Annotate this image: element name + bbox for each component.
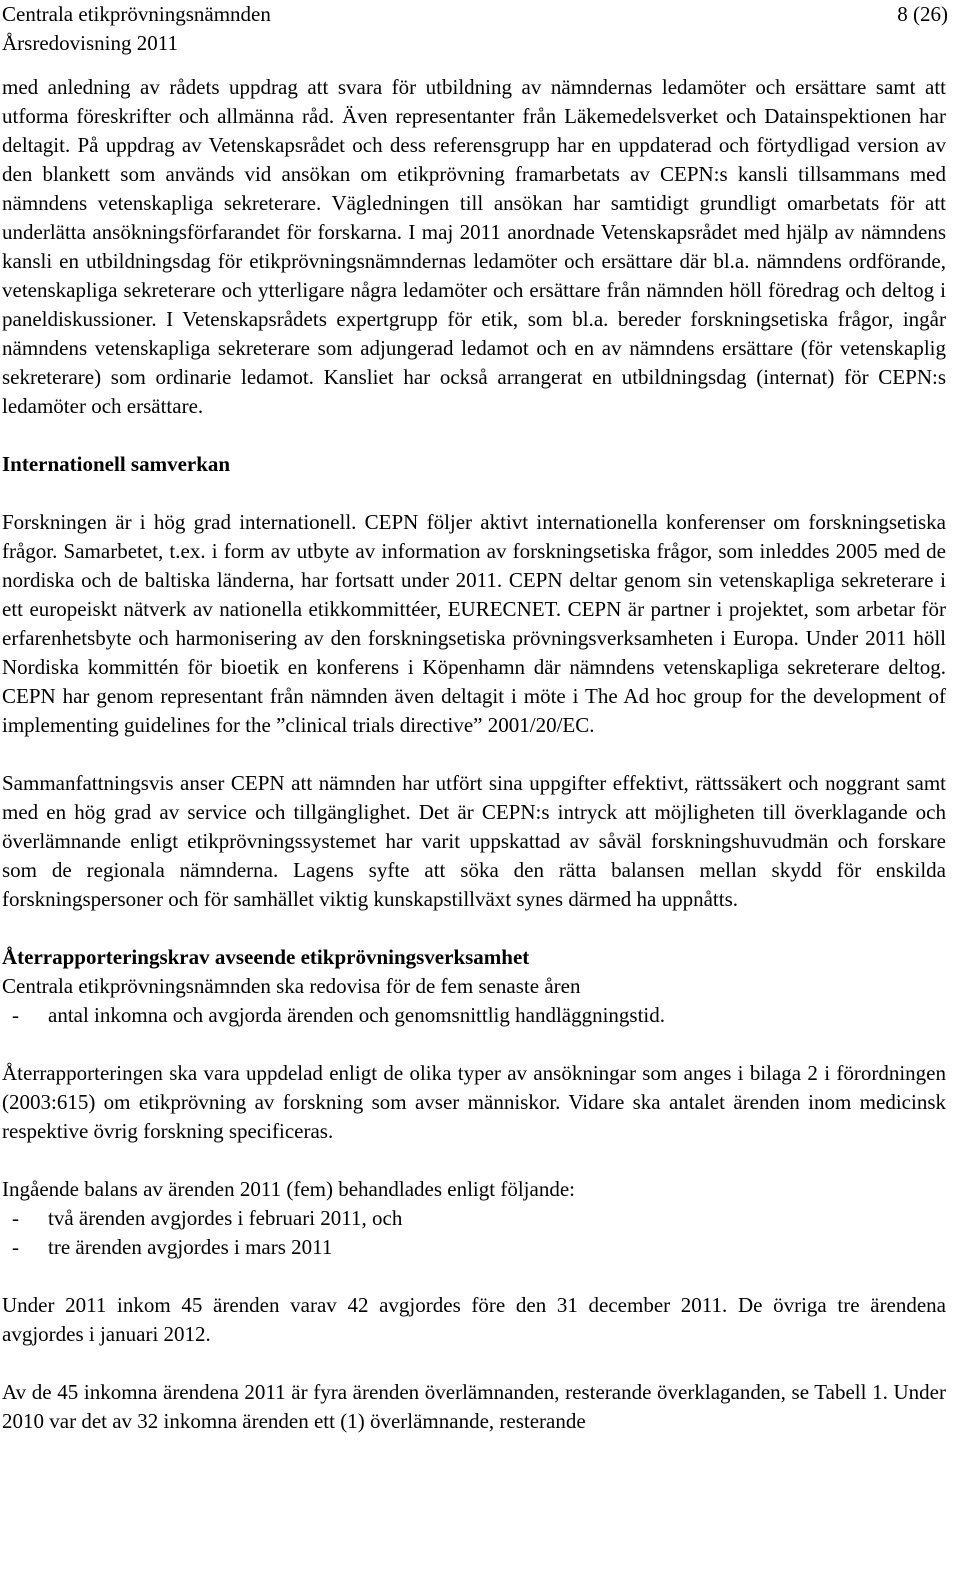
list-item-text: antal inkomna och avgjorda ärenden och genomsnittlig handläggningstid.	[48, 1003, 666, 1027]
list-dash: -	[12, 1206, 19, 1230]
document-body	[2, 73, 946, 1436]
list-dash: -	[12, 1235, 19, 1259]
paragraph-ingaende-balans: Ingående balans av ärenden 2011 (fem) behandlades enligt följande:	[2, 1177, 575, 1201]
list-item	[2, 1233, 946, 1262]
paragraph-overklaganden: Av de 45 inkomna ärendena 2011 är fyra ärenden överlämnanden, resterande överklaganden, se Tabell 1. Under 2010 var det av 32 inkomna ärenden ett (1) överlämnande, resterande	[2, 1380, 946, 1433]
list-item	[2, 1204, 946, 1233]
paragraph-redovisa: Centrala etikprövningsnämnden ska redovisa för de fem senaste åren	[2, 974, 581, 998]
list-item-text: tre ärenden avgjordes i mars 2011	[48, 1235, 333, 1259]
paragraph-aterrapporteringen: Återrapporteringen ska vara uppdelad enligt de olika typer av ansökningar som anges i bilaga 2 i förordningen (2003:615) om etikprövning av forskning som avser människor. Vidare ska antalet ärenden inom medicinsk respektive övrig forskning specificeras.	[2, 1061, 946, 1143]
paragraph-internationell: Forskningen är i hög grad internationell. CEPN följer aktivt internationella konferenser om forskningsetiska frågor. Samarbetet, t.ex. i form av utbyte av information av forskningsetiska frågor, som inleddes 2005 med de nordiska och de baltiska länderna, har fortsatt under 2011. CEPN deltar genom sin vetenskapliga sekreterare i ett europeiskt nätverk av nationella etikkommittéer, EURECNET. CEPN är partner i projektet, som arbetar för erfarenhetsbyte och harmonisering av den forskningsetiska prövningsverksamheten i Europa. Under 2011 höll Nordiska kommittén för bioetik en konferens i Köpenhamn där nämndens vetenskapliga sekreterare deltog. CEPN har genom representant från nämnden även deltagit i möte i The Ad hoc group for the development of implementing guidelines for the ”clinical trials directive” 2001/20/EC.	[2, 510, 946, 737]
paragraph-sammanfattning: Sammanfattningsvis anser CEPN att nämnden har utfört sina uppgifter effektivt, rättssäkert och noggrant samt med en hög grad av service och tillgänglighet. Det är CEPN:s intryck att möjligheten till överklagande och överlämnande enligt etikprövningssystemet har varit uppskattad av såväl forskningshuvudmän och forskare som de regionala nämnderna. Lagens syfte att söka den rätta balansen mellan skydd för enskilda forskningspersoner och för samhället viktig kunskapstillväxt synes därmed ha uppnåtts.	[2, 771, 946, 911]
heading-internationell-samverkan: Internationell samverkan	[2, 452, 231, 476]
list-dash: -	[12, 1003, 19, 1027]
header-page-number: 8 (26)	[897, 2, 948, 26]
paragraph-utbildning: med anledning av rådets uppdrag att svara för utbildning av nämndernas ledamöter och ersättare samt att utforma föreskrifter och allmänna råd. Även representanter från Läkemedelsverket och Datainspektionen har deltagit. På uppdrag av Vetenskapsrådet och dess referensgrupp har en uppdaterad och förtydligad version av den blankett som används vid ansökan om etikprövning framarbetats av CEPN:s kansli tillsammans med nämndens vetenskapliga sekreterare. Vägledningen till ansökan har samtidigt grundligt omarbetats för att underlätta ansökningsförfarandet för forskarna. I maj 2011 anordnade Vetenskapsrådet med hjälp av nämndens kansli en utbildningsdag för etikprövningsnämndernas ledamöter och ersättare där bl.a. nämndens ordförande, vetenskapliga sekreterare och ytterligare några ledamöter och ersättare från nämnden höll föredrag och deltog i paneldiskussioner. I Vetenskapsrådets expertgrupp för etik, som bl.a. bereder forskningsetiska frågor, ingår nämndens vetenskapliga sekreterare som adjungerad ledamot och en av nämndens ersättare (för vetenskaplig sekreterare) som ordinarie ledamot. Kansliet har också arrangerat en utbildningsdag (internat) för CEPN:s ledamöter och ersättare.	[2, 75, 946, 418]
list-item-text: två ärenden avgjordes i februari 2011, och	[48, 1206, 403, 1230]
header-document-title: Årsredovisning 2011	[2, 31, 178, 55]
paragraph-inkomna-2011: Under 2011 inkom 45 ärenden varav 42 avgjordes före den 31 december 2011. De övriga tre ärendena avgjordes i januari 2012.	[2, 1293, 946, 1346]
list-item	[2, 1001, 946, 1030]
header-organization: Centrala etikprövningsnämnden	[2, 2, 271, 26]
page-header	[2, 0, 948, 58]
heading-aterrapporteringskrav: Återrapporteringskrav avseende etikprövningsverksamhet	[2, 945, 530, 969]
